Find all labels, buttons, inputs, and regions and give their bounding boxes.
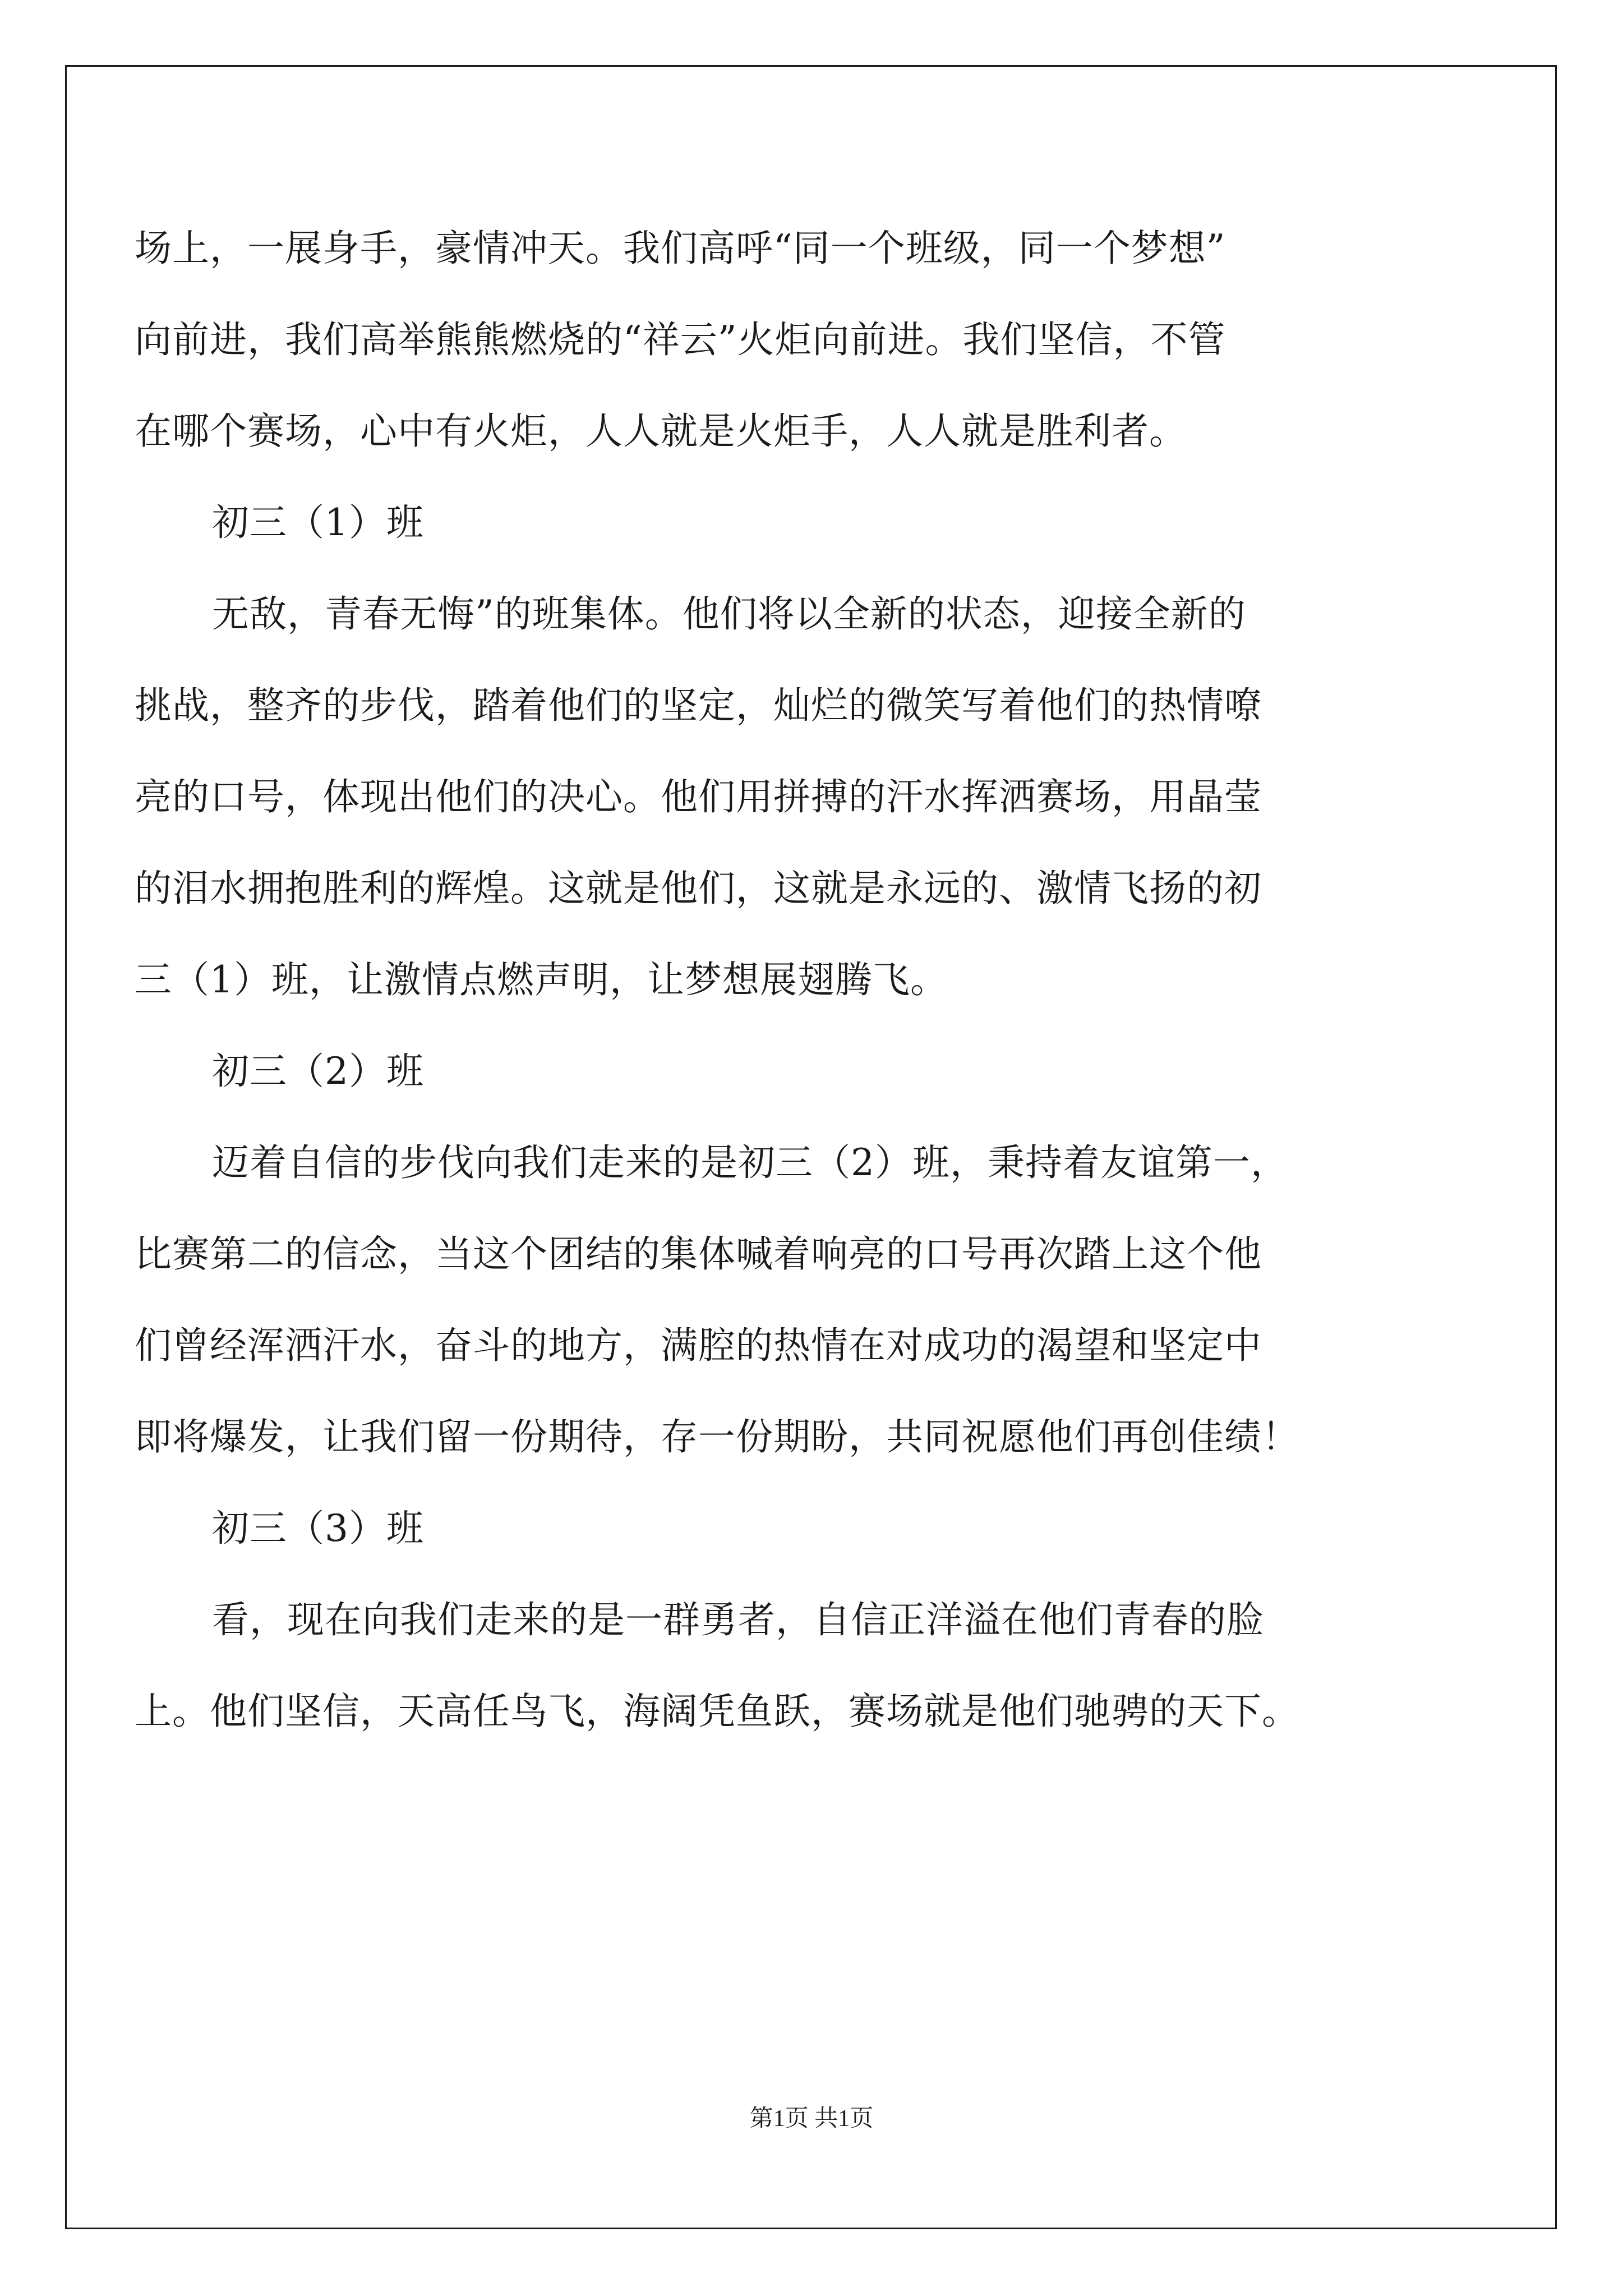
paragraph-line: 们曾经浑洒汗水，奋斗的地方，满腔的热情在对成功的渴望和坚定中 [135,1324,1262,1367]
paragraph-line: 三（1）班，让激情点燃声明，让梦想展翅腾飞。 [135,958,948,1001]
paragraph-line: 即将爆发，让我们留一份期待，存一份期盼，共同祝愿他们再创佳绩！ [135,1415,1299,1458]
paragraph-line: 亮的口号，体现出他们的决心。他们用拼搏的汗水挥洒赛场，用晶莹 [135,775,1262,818]
class-heading: 初三（2）班 [212,1050,424,1093]
paragraph-line: 向前进，我们高举熊熊燃烧的“祥云”火炬向前进。我们坚信，不管 [135,318,1226,361]
paragraph-line: 场上，一展身手，豪情冲天。我们高呼“同一个班级，同一个梦想” [135,227,1226,270]
paragraph-line: 的泪水拥抱胜利的辉煌。这就是他们，这就是永远的、激情飞扬的初 [135,867,1262,910]
paragraph-line: 在哪个赛场，心中有火炬，人人就是火炬手，人人就是胜利者。 [135,409,1187,453]
paragraph-line: 看，现在向我们走来的是一群勇者，自信正洋溢在他们青春的脸 [212,1598,1264,1641]
paragraph-line: 上。他们坚信，天高任鸟飞，海阔凭鱼跃，赛场就是他们驰骋的天下。 [135,1690,1299,1733]
paragraph-line: 挑战，整齐的步伐，踏着他们的坚定，灿烂的微笑写着他们的热情嘹 [135,684,1262,727]
page-footer: 第1页 共1页 [749,2106,874,2132]
class-heading: 初三（3）班 [212,1507,424,1550]
paragraph-line: 比赛第二的信念，当这个团结的集体喊着响亮的口号再次踏上这个他 [135,1232,1262,1276]
paragraph-line: 无敌，青春无悔”的班集体。他们将以全新的状态，迎接全新的 [212,592,1246,636]
class-heading: 初三（1）班 [212,501,424,544]
paragraph-line: 迈着自信的步伐向我们走来的是初三（2）班，秉持着友谊第一， [212,1141,1288,1184]
